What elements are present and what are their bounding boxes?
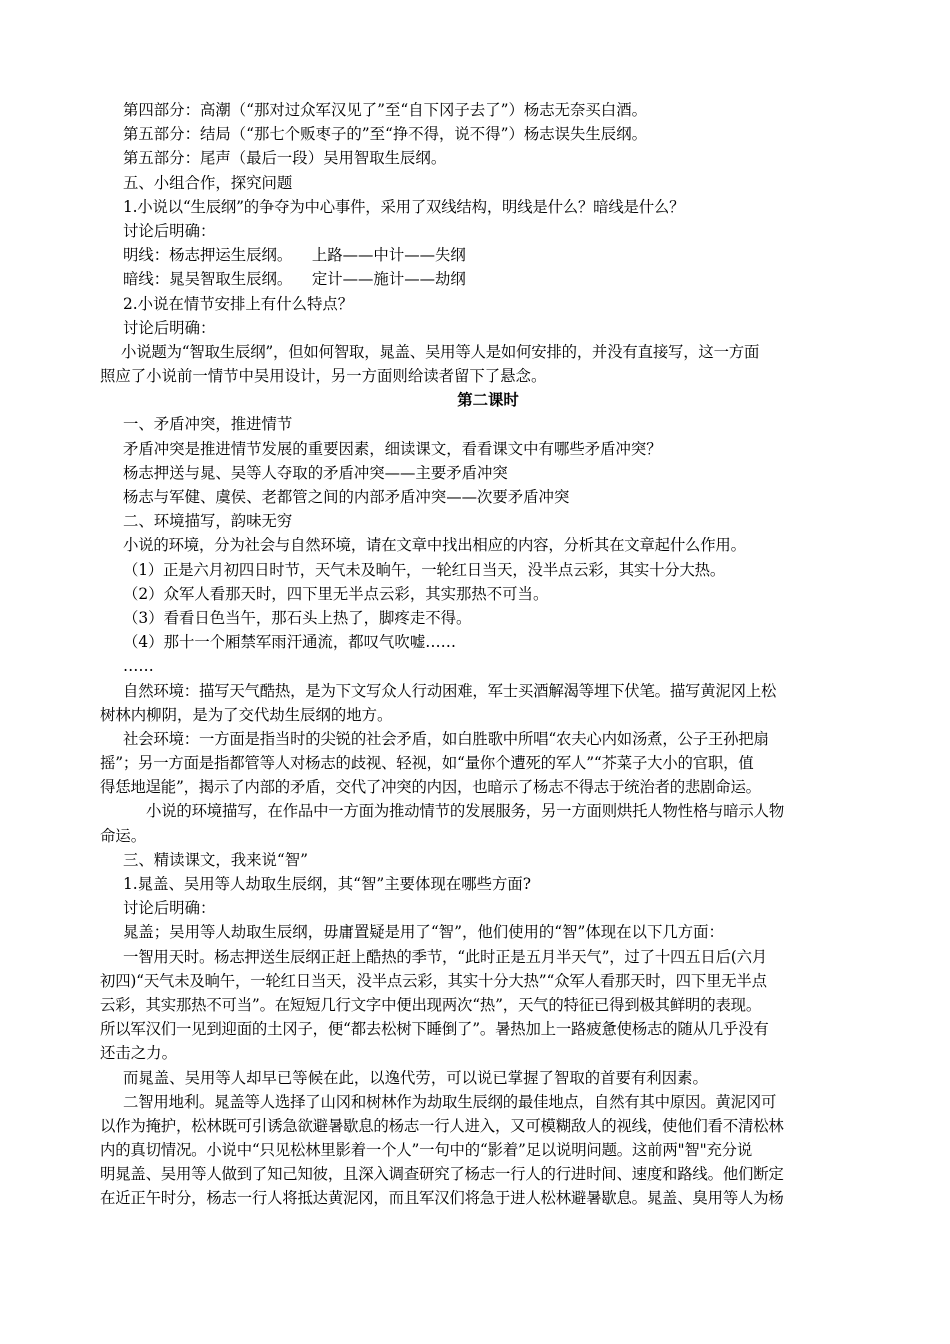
text-line: 晁盖；吴用等人劫取生辰纲，毋庸置疑是用了“智”，他们使用的“智”体现在以下几方面：	[123, 923, 724, 942]
text-line: 所以军汉们一见到迎面的土冈子，便“都去松树下睡倒了”。暑热加上一路疲惫使杨志的随从几乎没有	[100, 1020, 769, 1039]
text-line: 还击之力。	[100, 1044, 177, 1063]
text-line: 讨论后明确：	[123, 899, 216, 918]
text-line: 矛盾冲突是推进情节发展的重要因素，细读课文，看看课文中有哪些矛盾冲突？	[123, 439, 662, 458]
text-line: 云彩，其实那热不可当”。在短短几行文字中便出现两次“热”，天气的特征已得到极其鲜明的表现。	[100, 995, 762, 1014]
text-line: 得恁地逞能”，揭示了内部的矛盾，交代了冲突的内因，也暗示了杨志不得志于统治者的悲剧命运。	[100, 778, 761, 797]
text-line: 树林内柳阴，是为了交代劫生辰纲的地方。	[100, 705, 393, 724]
ellipsis-line: ……	[123, 657, 154, 676]
lesson-heading: 第二课时	[457, 391, 519, 410]
section-heading: 三、精读课文，我来说“智”	[123, 850, 309, 869]
quote-line: （4）那十一个厢禁军雨汗通流，都叹气吹嘘……	[123, 633, 456, 652]
section-heading: 一、矛盾冲突，推进情节	[123, 415, 293, 434]
text-line: 第四部分：高潮（“那对过众军汉见了”至“自下冈子去了”）杨志无奈买白酒。	[123, 101, 647, 119]
text-line: 而晁盖、吴用等人却早已等候在此，以逸代劳，可以说已掌握了智取的首要有利因素。	[123, 1068, 708, 1087]
text-line: 一智用天时。杨志押送生辰纲正赶上酷热的季节，“此时正是五月半天气”，过了十四五日后(六月	[123, 947, 767, 966]
text-line: 第五部分：结局（“那七个贩枣子的”至“挣不得，说不得”）杨志误失生辰纲。	[123, 125, 647, 144]
section-heading: 二、环境描写，韵味无穷	[123, 512, 293, 531]
text-line: 命运。	[100, 826, 147, 845]
text-line: 内的真切情况。小说中“只见松林里影着一个人”一句中的“影着”足以说明问题。这前两"智"充分说	[100, 1141, 753, 1160]
text-line: 小说题为“智取生辰纲”，但如何智取，晁盖、吴用等人是如何安排的，并没有直接写，这一方面	[121, 342, 760, 361]
text-line: 摇”；另一方面是指都管等人对杨志的歧视、轻视，如“量你个遭死的军人”“芥菜子大小的官职，值	[100, 754, 754, 773]
quote-line: （3）看看日色当午，那石头上热了，脚疼走不得。	[123, 608, 472, 627]
text-line: 小说的环境描写，在作品中一方面为推动情节的发展服务，另一方面则烘托人物性格与暗示人物	[146, 802, 785, 821]
section-heading: 五、小组合作，探究问题	[123, 173, 293, 192]
text-line: 以作为掩护，松林既可引诱急欲避暑歇息的杨志一行人进入，又可模糊敌人的视线，使他们看不清松林	[100, 1116, 784, 1135]
text-line: 杨志与军健、虞侯、老都管之间的内部矛盾冲突——次要矛盾冲突	[123, 488, 570, 506]
text-line: 照应了小说前一情节中吴用设计，另一方面则给读者留下了悬念。	[100, 367, 547, 386]
question: 1.小说以“生辰纲”的争夺为中心事件，采用了双线结构，明线是什么？暗线是什么？	[123, 197, 685, 216]
text-line: 二智用地利。晁盖等人选择了山冈和树林作为劫取生辰纲的最佳地点，自然有其中原因。黄泥冈可	[123, 1092, 777, 1111]
text-line: 自然环境：描写天气酷热，是为下文写众人行动困难，军士买酒解渴等埋下伏笔。描写黄泥冈上松	[123, 681, 777, 700]
quote-line: （2）众军人看那天时，四下里无半点云彩，其实那热不可当。	[123, 584, 549, 603]
text-line: 暗线：晁吴智取生辰纲。 定计——施计——劫纲	[123, 270, 466, 289]
document-page	[100, 98, 853, 1211]
text-line: 杨志押送与晁、吴等人夺取的矛盾冲突——主要矛盾冲突	[123, 463, 508, 482]
text-line: 小说的环境，分为社会与自然环境，请在文章中找出相应的内容，分析其在文章起什么作用。	[123, 536, 746, 555]
text-line: 明线：杨志押运生辰纲。 上路——中计——失纲	[123, 246, 466, 265]
text-line: 在近正午时分，杨志一行人将抵达黄泥冈，而且军汉们将急于进人松林避暑歇息。晁盖、臭用等人为杨	[100, 1189, 784, 1208]
text-line: 社会环境：一方面是指当时的尖锐的社会矛盾，如白胜歌中所唱“农夫心内如汤煮，公子王孙把扇	[123, 729, 769, 748]
quote-line: （1）正是六月初四日时节，天气未及晌午，一轮红日当天，没半点云彩，其实十分大热。	[123, 560, 726, 579]
text-line: 讨论后明确：	[123, 318, 216, 337]
text-line: 明晁盖、吴用等人做到了知己知彼，且深入调查研究了杨志一行人的行进时间、速度和路线。他们断定	[100, 1165, 784, 1184]
text-line: 第五部分：尾声（最后一段）吴用智取生辰纲。	[123, 149, 447, 168]
question: 2.小说在情节安排上有什么特点？	[123, 294, 354, 313]
text-line: 初四)“天气未及晌午，一轮红日当天，没半点云彩，其实十分大热”“众军人看那天时，四下里无半点	[100, 971, 767, 990]
question: 1.晁盖、吴用等人劫取生辰纲，其“智”主要体现在哪些方面?	[123, 875, 532, 893]
text-line: 讨论后明确：	[123, 221, 216, 240]
